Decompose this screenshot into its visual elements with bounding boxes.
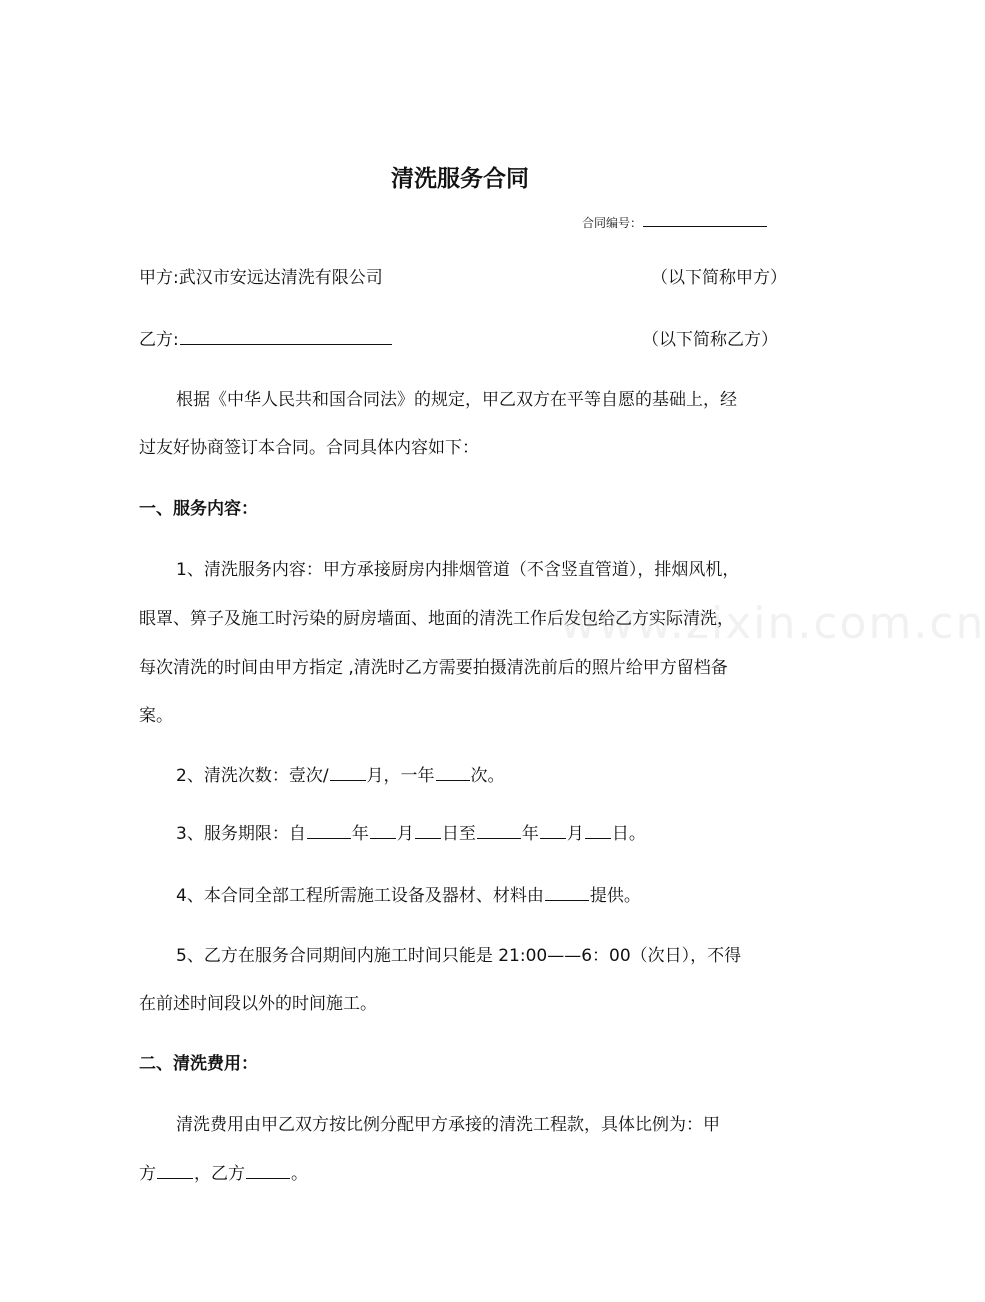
item-1-line-4: 案。 [139,706,173,726]
document-title: 清洗服务合同 [391,166,529,192]
frequency-month-blank[interactable] [330,763,366,781]
item-4-text-b: 提供。 [589,886,641,906]
fee-text-a: 方 [139,1164,156,1184]
equipment-provider-blank[interactable] [545,883,589,901]
party-a-line: 甲方:武汉市安远达清洗有限公司 [139,268,383,288]
end-day-blank[interactable] [585,821,611,839]
party-a-ratio-blank[interactable] [157,1161,193,1179]
section-1-heading: 一、服务内容： [139,499,258,519]
item-5-line-1: 5、乙方在服务合同期间内施工时间只能是 21:00——6：00（次日），不得 [176,946,742,966]
watermark: www.zixin.com.cn [560,598,985,649]
fee-text-b: ，乙方 [194,1164,245,1184]
item-3-text-d: 日至 [441,824,476,844]
item-5-line-2: 在前述时间段以外的时间施工。 [139,994,377,1014]
party-b-blank[interactable] [180,327,392,345]
item-1-line-2: 眼罩、箅子及施工时污染的厨房墙面、地面的清洗工作后发包给乙方实际清洗， [139,609,734,629]
item-3-text-b: 年 [351,824,369,844]
party-b-label: 乙方: [139,330,179,350]
item-1-line-1: 1、清洗服务内容：甲方承接厨房内排烟管道（不含竖直管道），排烟风机， [176,560,740,580]
contract-number-label: 合同编号： [582,216,643,230]
item-3-text-g: 日。 [611,824,646,844]
item-2-text-a: 2、清洗次数：壹次/ [176,766,329,786]
item-1-line-3: 每次清洗的时间由甲方指定 ,清洗时乙方需要拍摄清洗前后的照片给甲方留档备 [139,658,728,678]
item-3-text-a: 3、服务期限：自 [176,824,306,844]
party-a-note: （以下简称甲方） [651,268,787,288]
fee-line-1: 清洗费用由甲乙双方按比例分配甲方承接的清洗工程款，具体比例为：甲 [176,1115,720,1135]
item-2-text-c: 次。 [470,766,505,786]
item-4-line [176,881,641,906]
end-month-blank[interactable] [540,821,566,839]
item-3-text-e: 年 [521,824,539,844]
start-day-blank[interactable] [415,821,441,839]
item-2-line [176,761,505,786]
fee-line-2 [139,1159,308,1184]
item-3-text-f: 月 [566,824,584,844]
intro-line-2: 过友好协商签订本合同。合同具体内容如下： [139,438,479,458]
fee-text-c: 。 [291,1164,308,1184]
item-3-text-c: 月 [396,824,414,844]
party-b-note: （以下简称乙方） [642,330,778,350]
item-2-text-b: 月，一年 [366,766,435,786]
frequency-times-blank[interactable] [436,763,470,781]
party-b-line [139,325,393,350]
start-month-blank[interactable] [370,821,396,839]
section-2-heading: 二、清洗费用： [139,1054,258,1074]
item-4-text-a: 4、本合同全部工程所需施工设备及器材、材料由 [176,886,544,906]
intro-line-1: 根据《中华人民共和国合同法》的规定，甲乙双方在平等自愿的基础上，经 [176,390,737,410]
end-year-blank[interactable] [477,821,521,839]
contract-number-line [582,214,768,231]
item-3-line [176,819,646,844]
contract-number-blank[interactable] [643,214,767,227]
party-b-ratio-blank[interactable] [246,1161,290,1179]
start-year-blank[interactable] [307,821,351,839]
